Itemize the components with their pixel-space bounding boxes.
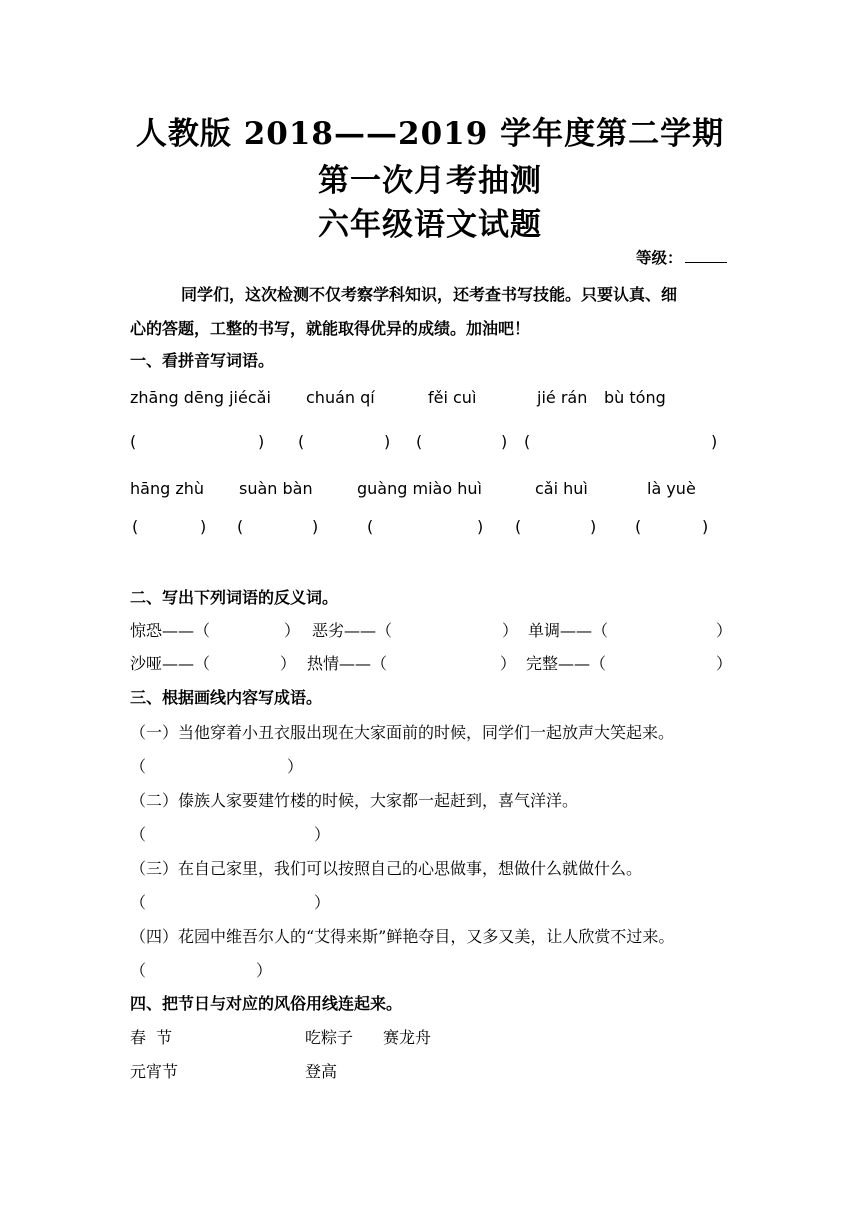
custom-item: 赛龙舟 xyxy=(383,1028,432,1047)
answer-paren-open: ( xyxy=(132,517,139,536)
antonym-item: 完整——（ xyxy=(526,654,607,673)
pinyin-item: hāng zhù xyxy=(130,479,205,498)
pinyin-item: fěi cuì xyxy=(428,388,477,407)
answer-paren-open: ( xyxy=(130,432,137,451)
title-line-1: 人教版 2018——2019 学年度第二学期 xyxy=(135,116,725,152)
antonym-item: 单调——（ xyxy=(528,621,609,640)
antonym-close: ） xyxy=(502,621,519,640)
answer-paren-open: ( xyxy=(237,517,244,536)
idiom-question: （四）花园中维吾尔人的“艾得来斯”鲜艳夺目，又多又美，让人欣赏不过来。 xyxy=(130,927,675,946)
idiom-question: （三）在自己家里，我们可以按照自己的心思做事，想做什么就做什么。 xyxy=(130,859,643,878)
answer-paren-close: ) xyxy=(590,517,597,536)
pinyin-item: cǎi huì xyxy=(535,479,588,498)
idiom-close: ） xyxy=(314,825,331,844)
answer-paren-close: ) xyxy=(711,432,718,451)
section4-heading: 四、把节日与对应的风俗用线连起来。 xyxy=(130,994,403,1013)
idiom-close: ） xyxy=(314,893,331,912)
idiom-open: （ xyxy=(130,757,147,776)
antonym-item: 惊恐——（ xyxy=(130,621,211,640)
grade-label: 等级： xyxy=(636,248,683,267)
festival-item: 元宵节 xyxy=(130,1062,179,1081)
answer-paren-open: ( xyxy=(367,517,374,536)
answer-paren-close: ) xyxy=(384,432,391,451)
pinyin-item: zhāng dēng jiécǎi xyxy=(130,388,271,407)
festival-item: 春 节 xyxy=(130,1028,173,1047)
intro-line-2: 心的答题，工整的书写，就能取得优异的成绩。加油吧！ xyxy=(130,319,531,338)
answer-paren-open: ( xyxy=(416,432,423,451)
section1-heading: 一、看拼音写词语。 xyxy=(130,351,275,370)
antonym-close: ） xyxy=(280,654,297,673)
antonym-close: ） xyxy=(716,654,733,673)
idiom-open: （ xyxy=(130,961,147,980)
idiom-close: ） xyxy=(256,961,273,980)
idiom-question: （二）傣族人家要建竹楼的时候，大家都一起赶到，喜气洋洋。 xyxy=(130,791,579,810)
idiom-question: （一）当他穿着小丑衣服出现在大家面前的时候，同学们一起放声大笑起来。 xyxy=(130,723,675,742)
idiom-close: ） xyxy=(287,757,304,776)
answer-paren-close: ) xyxy=(200,517,207,536)
custom-item: 登高 xyxy=(305,1062,338,1081)
answer-paren-close: ) xyxy=(501,432,508,451)
section3-heading: 三、根据画线内容写成语。 xyxy=(130,688,323,707)
antonym-item: 热情——（ xyxy=(307,654,388,673)
pinyin-item: guàng miào huì xyxy=(357,479,482,498)
idiom-open: （ xyxy=(130,893,147,912)
antonym-close: ） xyxy=(500,654,517,673)
grade-blank[interactable] xyxy=(685,248,727,263)
grade-field xyxy=(636,246,727,268)
antonym-item: 沙哑——（ xyxy=(130,654,211,673)
custom-item: 吃粽子 xyxy=(305,1028,354,1047)
pinyin-item: chuán qí xyxy=(306,388,375,407)
answer-paren-close: ) xyxy=(312,517,319,536)
section2-heading: 二、写出下列词语的反义词。 xyxy=(130,588,339,607)
idiom-open: （ xyxy=(130,825,147,844)
antonym-close: ） xyxy=(284,621,301,640)
title-line-2: 第一次月考抽测 xyxy=(318,163,542,199)
antonym-item: 恶劣——（ xyxy=(312,621,393,640)
pinyin-item: bù tóng xyxy=(604,388,666,407)
pinyin-item: là yuè xyxy=(647,479,696,498)
answer-paren-close: ) xyxy=(258,432,265,451)
pinyin-item: suàn bàn xyxy=(239,479,313,498)
answer-paren-open: ( xyxy=(635,517,642,536)
pinyin-item: jié rán xyxy=(537,388,588,407)
answer-paren-open: ( xyxy=(524,432,531,451)
answer-paren-close: ) xyxy=(477,517,484,536)
answer-paren-open: ( xyxy=(515,517,522,536)
answer-paren-close: ) xyxy=(702,517,709,536)
title-line-3: 六年级语文试题 xyxy=(318,207,542,243)
antonym-close: ） xyxy=(716,621,733,640)
answer-paren-open: ( xyxy=(298,432,305,451)
intro-line-1: 同学们，这次检测不仅考察学科知识，还考查书写技能。只要认真、细 xyxy=(181,285,678,304)
